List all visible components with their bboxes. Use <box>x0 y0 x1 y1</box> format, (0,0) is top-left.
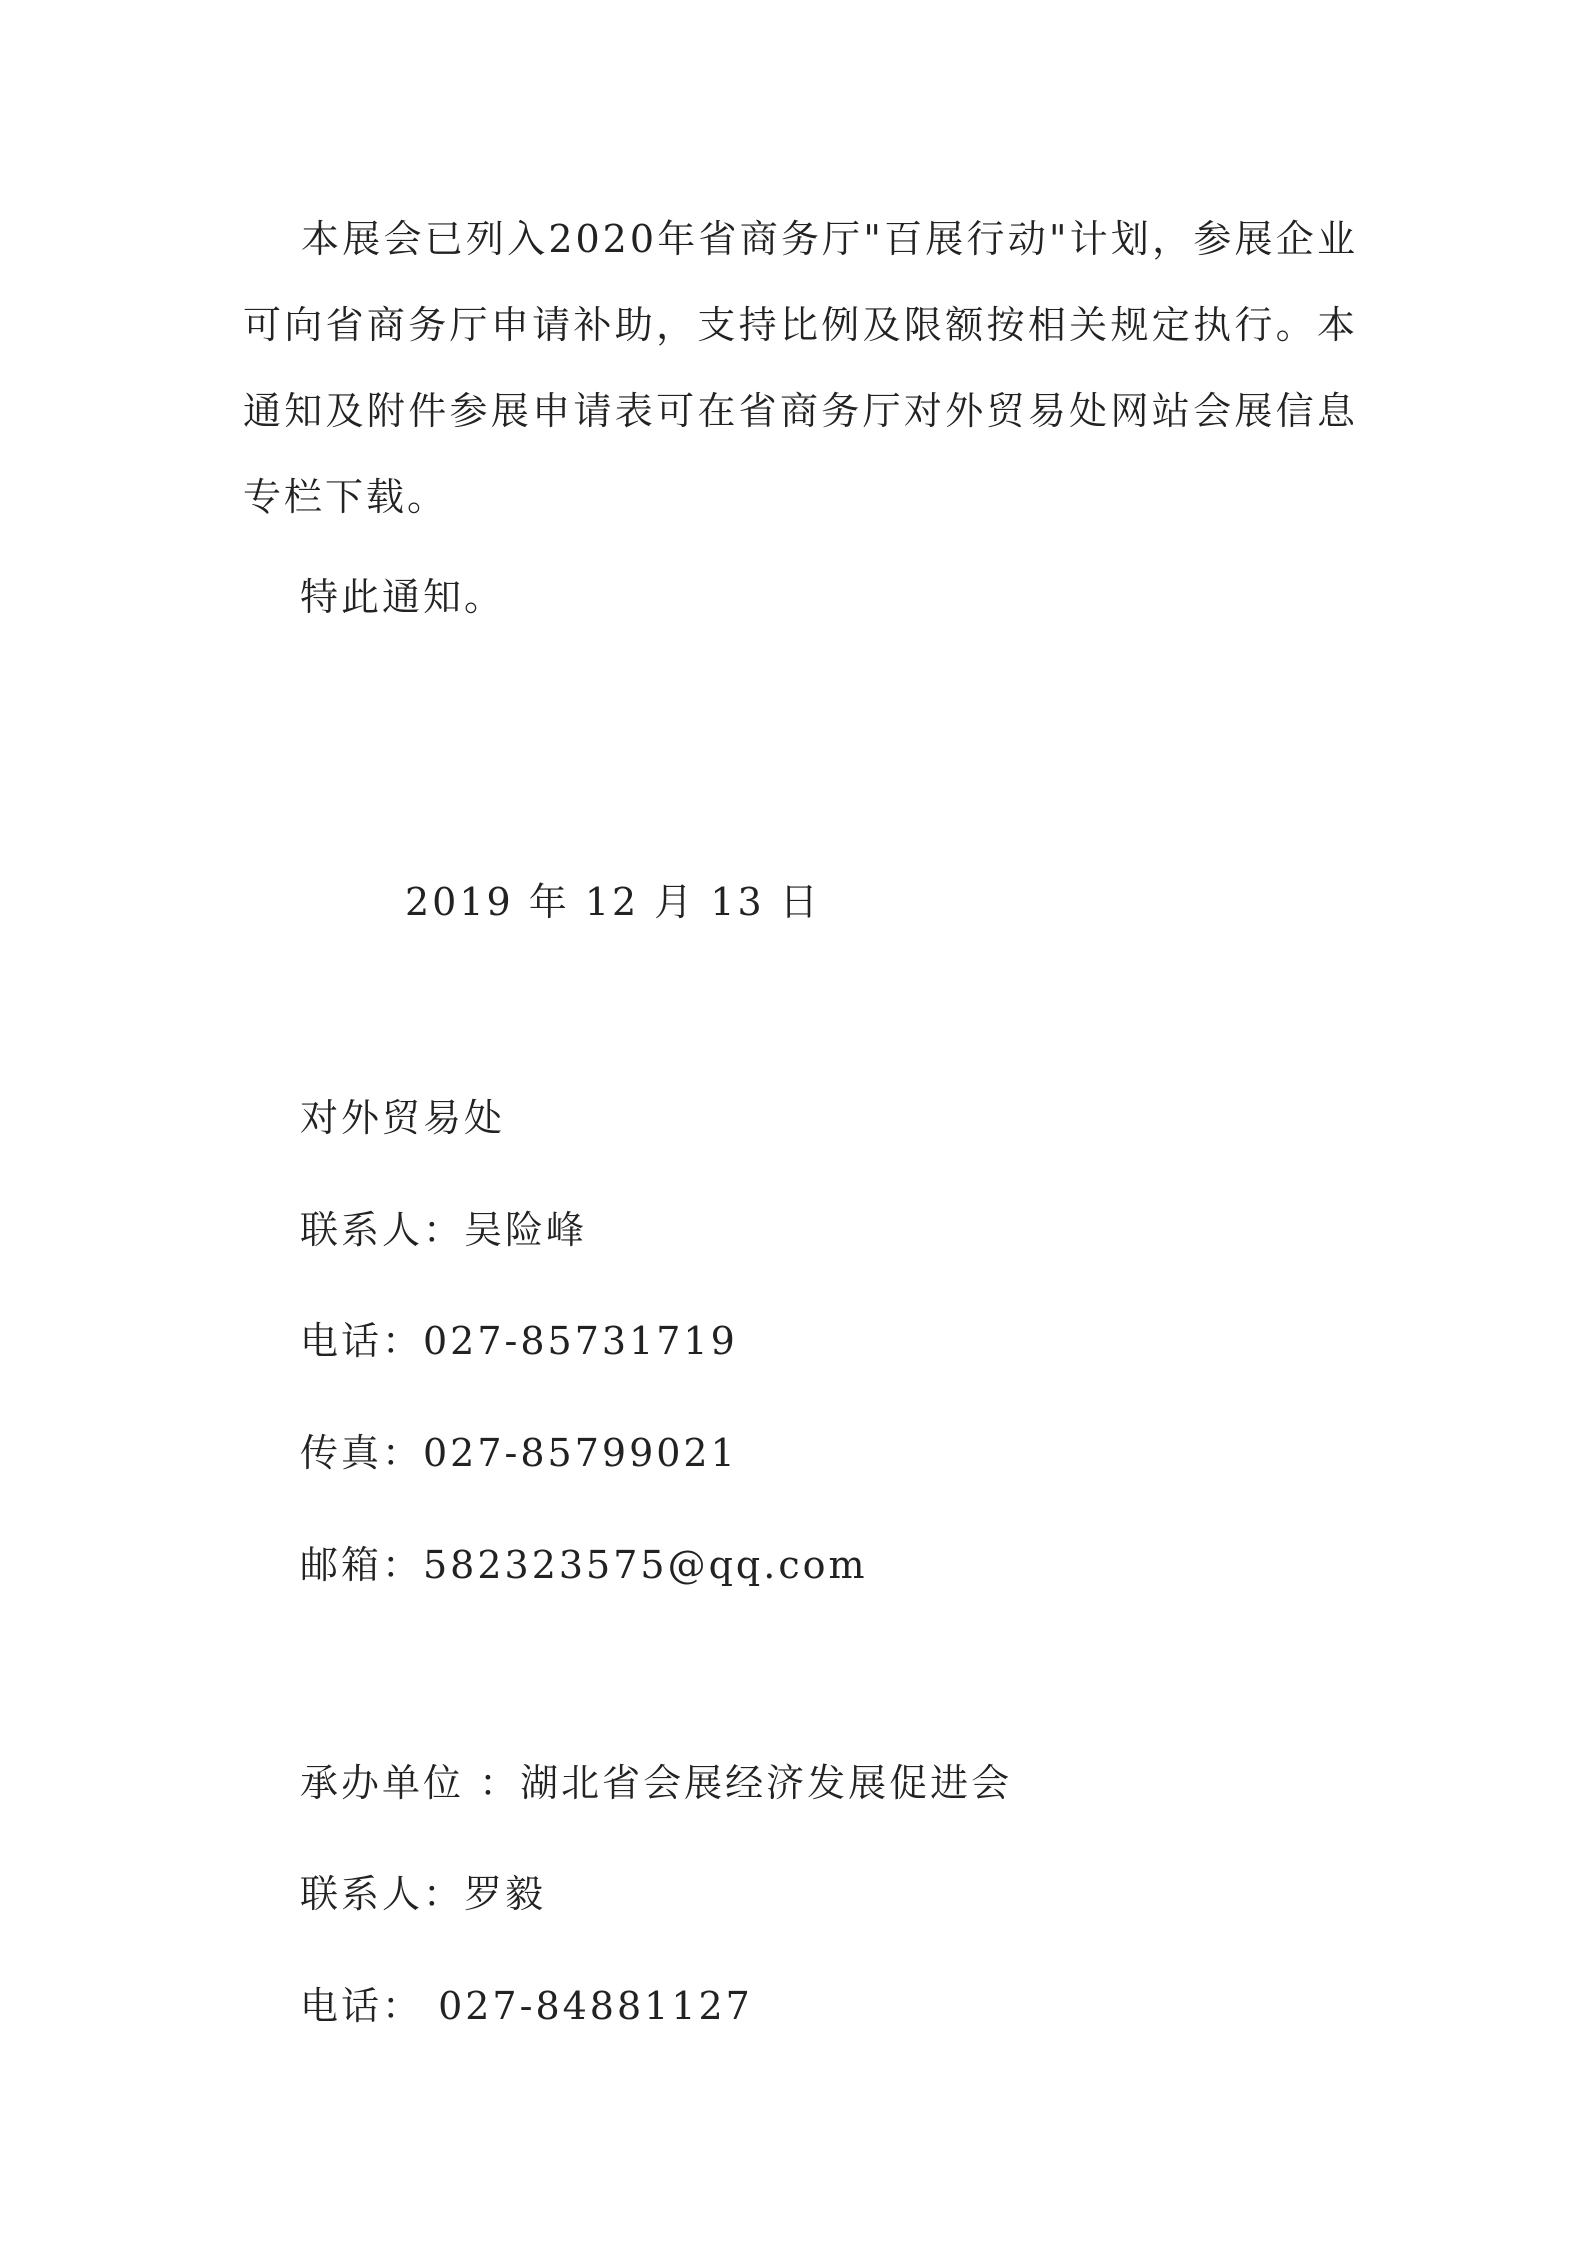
organizer-name: 承办单位 ：湖北省会展经济发展促进会 <box>300 1761 1013 1805</box>
email-address: 邮箱：582323575@qq.com <box>300 1543 868 1587</box>
issue-date: 2019 年 12 月 13 日 <box>405 880 821 924</box>
fax-number: 传真：027-85799021 <box>300 1431 738 1475</box>
phone-number: 电话：027-85731719 <box>300 1319 738 1363</box>
closing-text: 特此通知。 <box>300 575 506 619</box>
body-paragraph: 本展会已列入2020年省商务厅"百展行动"计划，参展企业可向省商务厅申请补助，支持比例及限额按相关规定执行。本通知及附件参展申请表可在省商务厅对外贸易处网站会展信息专栏下载。 <box>243 217 1358 519</box>
contact-person: 联系人：吴险峰 <box>300 1208 588 1252</box>
department-name: 对外贸易处 <box>300 1096 506 1140</box>
organizer-phone-number: 电话： 027-84881127 <box>300 1984 753 2028</box>
organizer-contact-person: 联系人：罗毅 <box>300 1872 547 1916</box>
